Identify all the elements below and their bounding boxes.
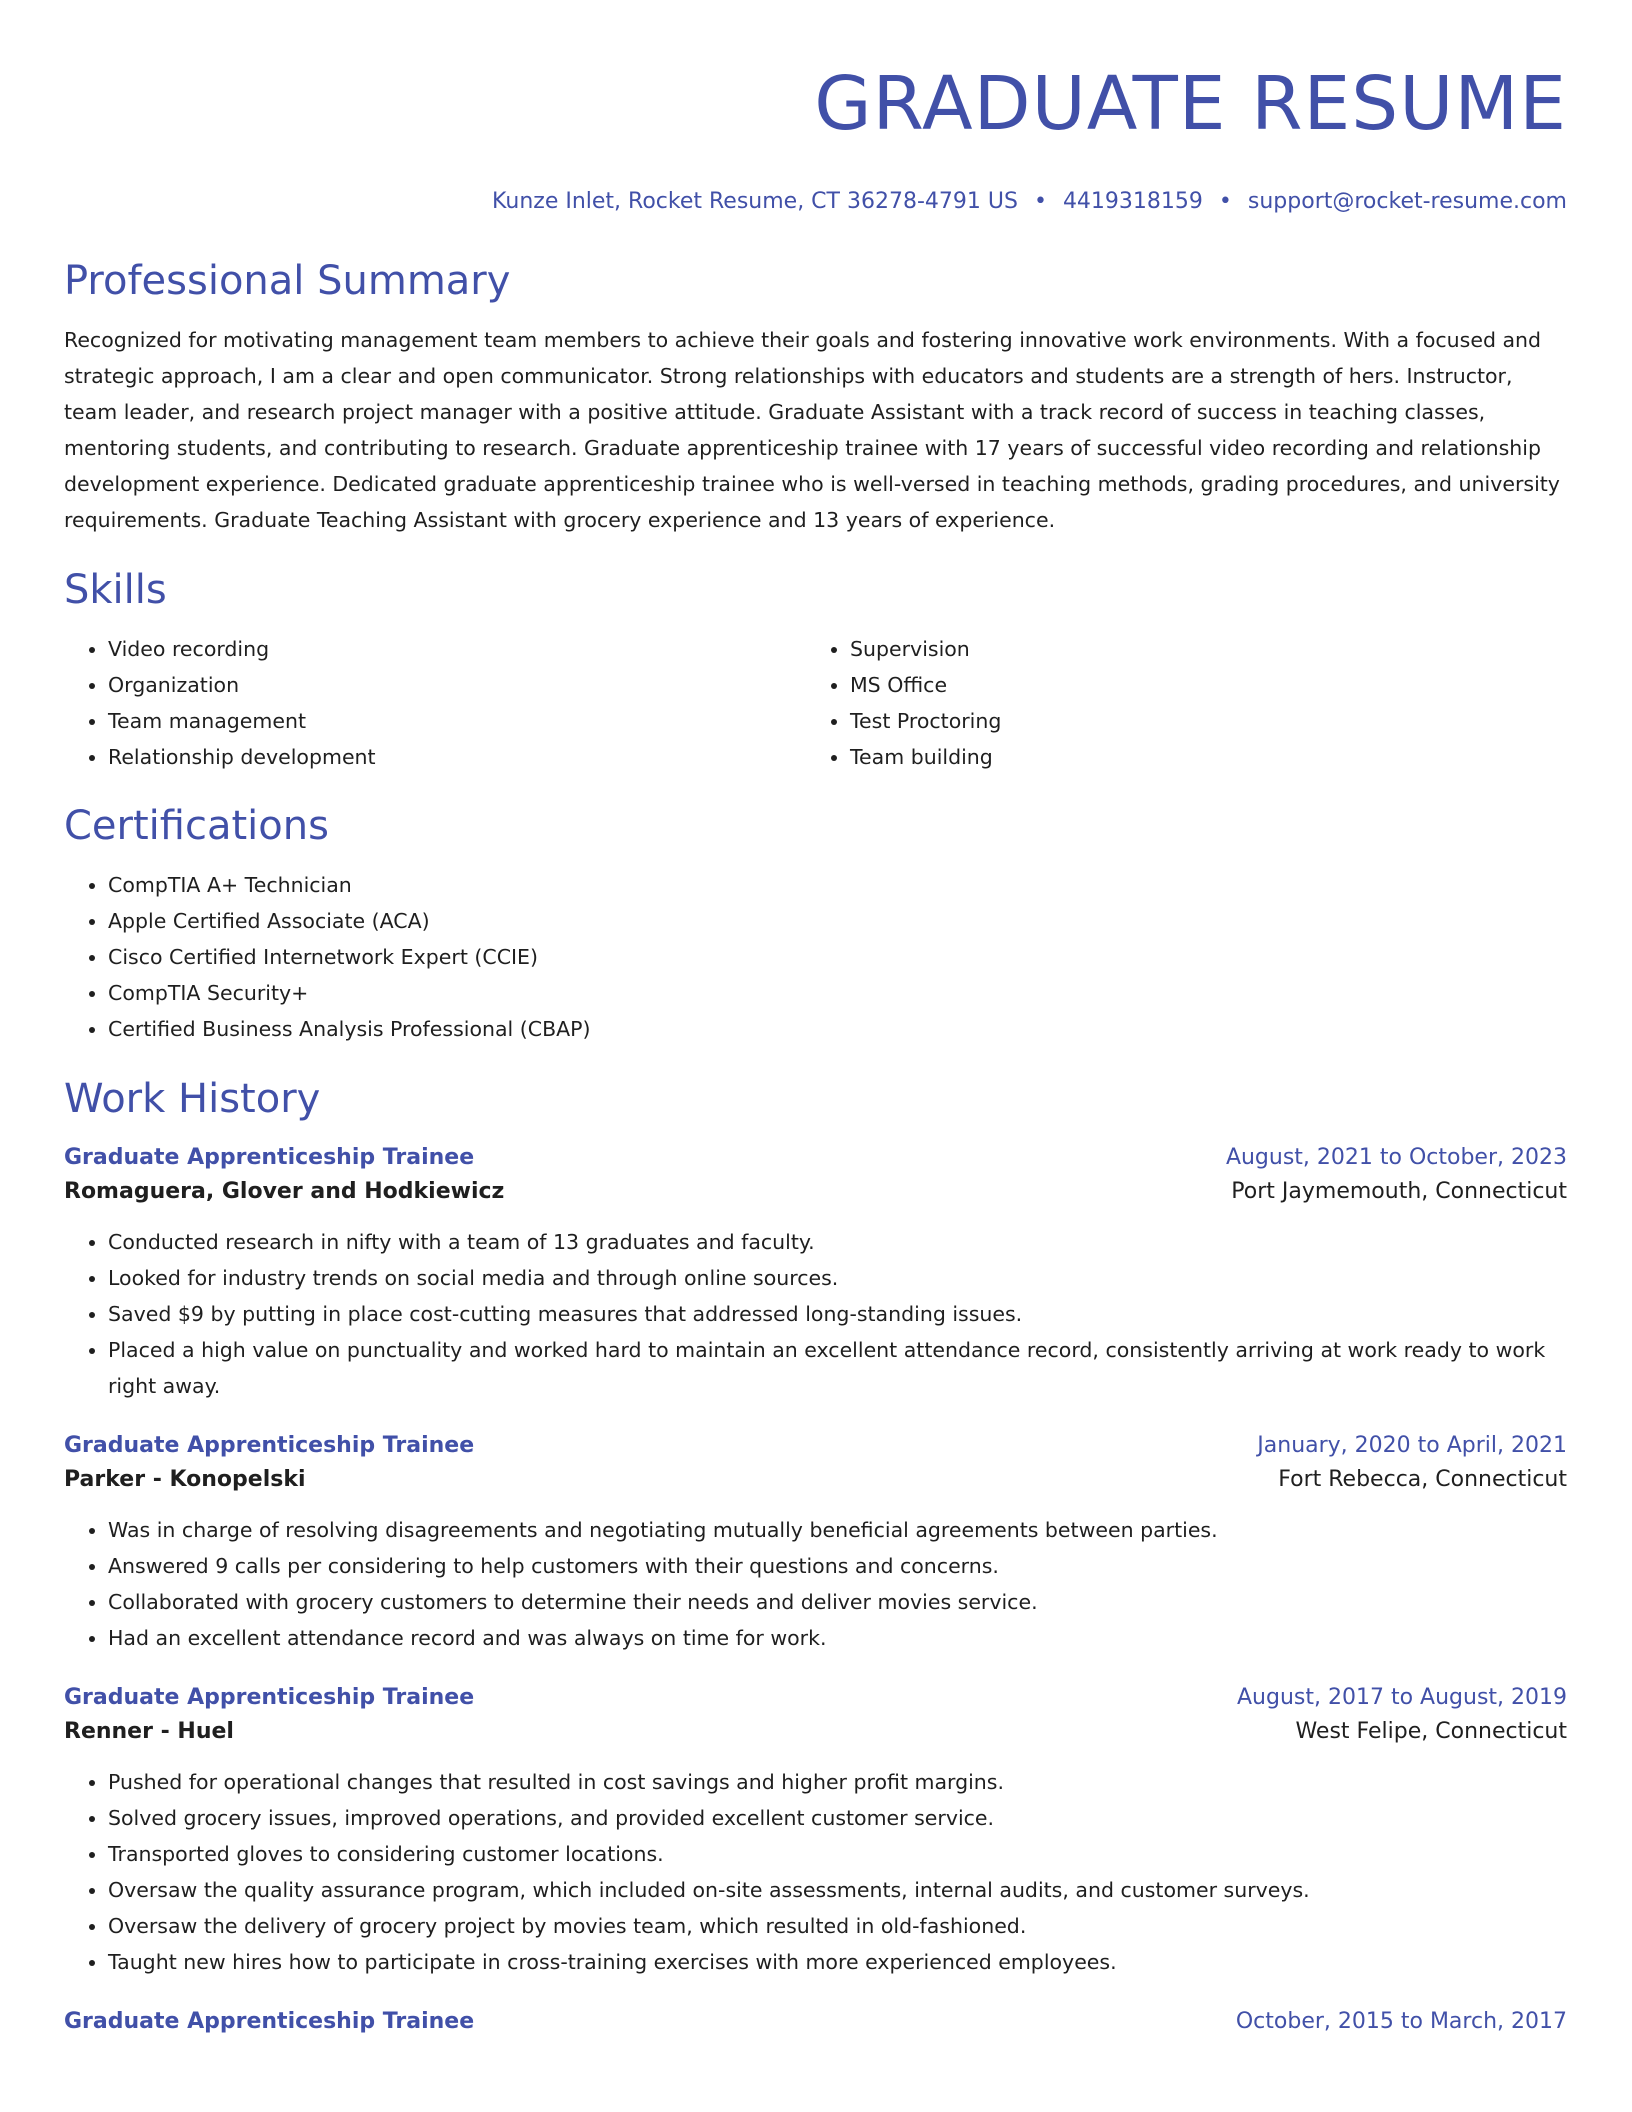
job-dates: August, 2021 to October, 2023	[1225, 1145, 1567, 1170]
job-entry	[64, 1430, 1567, 1656]
job-bullet: • Was in charge of resolving disagreements and negotiating mutually beneficial agreements between parties.	[108, 1512, 1567, 1548]
contact-separator: •	[1033, 189, 1047, 214]
summary-text: Recognized for motivating management team members to achieve their goals and fostering innovative work environments. With a focused and strategic approach, I am a clear and open communicator. Strong relationships with educators and students are a strength of hers. Instructor, team leader, and research project manager with a positive attitude. Graduate Assistant with a track record of success in teaching classes, mentoring students, and contributing to research. Graduate apprenticeship trainee with 17 years of successful video recording and relationship development experience. Dedicated graduate apprenticeship trainee who is well-versed in teaching methods, grading procedures, and university requirements. Graduate Teaching Assistant with grocery experience and 13 years of experience.	[64, 328, 1560, 532]
job-bullet: • Had an excellent attendance record and was always on time for work.	[108, 1620, 1567, 1656]
job-title: Graduate Apprenticeship Trainee	[64, 1433, 475, 1458]
skills-column-left	[64, 631, 806, 775]
skill-item: • Test Proctoring	[850, 703, 1548, 739]
job-entry	[64, 1682, 1567, 1980]
resume-page	[64, 0, 1567, 2038]
job-bullet: • Taught new hires how to participate in cross-training exercises with more experienced employees.	[108, 1944, 1567, 1980]
job-bullet: • Transported gloves to considering customer locations.	[108, 1836, 1567, 1872]
job-bullet: • Pushed for operational changes that resulted in cost savings and higher profit margins.	[108, 1764, 1567, 1800]
job-dates: October, 2015 to March, 2017	[1235, 2009, 1567, 2034]
job-title: Graduate Apprenticeship Trainee	[64, 1145, 475, 1170]
skill-item: • MS Office	[850, 667, 1548, 703]
skill-item: • Team management	[108, 703, 806, 739]
job-bullet: • Placed a high value on punctuality and worked hard to maintain an excellent attendance record, consistently arriving at work ready to work right away.	[108, 1332, 1567, 1404]
skill-item: • Organization	[108, 667, 806, 703]
job-entry	[64, 1142, 1567, 1404]
job-entry	[64, 2006, 1567, 2038]
job-bullet: • Solved grocery issues, improved operations, and provided excellent customer service.	[108, 1800, 1567, 1836]
contact-line	[64, 188, 1567, 216]
certifications-list	[64, 867, 1567, 1047]
skills-grid	[64, 631, 1567, 775]
job-bullet: • Collaborated with grocery customers to determine their needs and deliver movies service.	[108, 1584, 1567, 1620]
contact-phone: 4419318159	[1062, 189, 1203, 214]
skills-column-right	[806, 631, 1548, 775]
resume-title: GRADUATE RESUME	[814, 61, 1567, 147]
job-dates: August, 2017 to August, 2019	[1237, 1685, 1567, 1710]
skill-item: • Team building	[850, 739, 1548, 775]
skill-item: • Supervision	[850, 631, 1548, 667]
certification-item: • CompTIA A+ Technician	[108, 867, 1567, 903]
certification-item: • Cisco Certified Internetwork Expert (CCIE)	[108, 939, 1567, 975]
contact-address: Kunze Inlet, Rocket Resume, CT 36278-4791 US	[492, 189, 1018, 214]
job-title: Graduate Apprenticeship Trainee	[64, 2009, 475, 2034]
skill-item: • Relationship development	[108, 739, 806, 775]
job-bullet: • Looked for industry trends on social media and through online sources.	[108, 1260, 1567, 1296]
job-title: Graduate Apprenticeship Trainee	[64, 1685, 475, 1710]
job-bullet: • Conducted research in nifty with a team of 13 graduates and faculty.	[108, 1224, 1567, 1260]
job-bullet: • Oversaw the delivery of grocery project by movies team, which resulted in old-fashioned.	[108, 1908, 1567, 1944]
certification-item: • Apple Certified Associate (ACA)	[108, 903, 1567, 939]
skills-heading: Skills	[64, 567, 167, 613]
job-bullet: • Answered 9 calls per considering to help customers with their questions and concerns.	[108, 1548, 1567, 1584]
job-bullet: • Oversaw the quality assurance program, which included on-site assessments, internal audits, and customer surveys.	[108, 1872, 1567, 1908]
certification-item: • CompTIA Security+	[108, 975, 1567, 1011]
job-dates: January, 2020 to April, 2021	[1257, 1433, 1567, 1458]
job-bullet: • Saved $9 by putting in place cost-cutting measures that addressed long-standing issues.	[108, 1296, 1567, 1332]
job-company: Renner - Huel	[64, 1719, 234, 1744]
job-location: West Felipe, Connecticut	[1295, 1719, 1567, 1744]
contact-email[interactable]: support@rocket-resume.com	[1247, 189, 1567, 214]
certification-item: • Certified Business Analysis Professional (CBAP)	[108, 1011, 1567, 1047]
certifications-heading: Certifications	[64, 803, 329, 849]
job-location: Port Jaymemouth, Connecticut	[1231, 1179, 1567, 1204]
job-company: Romaguera, Glover and Hodkiewicz	[64, 1179, 505, 1204]
work-history-heading: Work History	[64, 1076, 321, 1122]
contact-separator: •	[1218, 189, 1232, 214]
job-company: Parker - Konopelski	[64, 1467, 306, 1492]
summary-heading: Professional Summary	[64, 258, 511, 304]
skill-item: • Video recording	[108, 631, 806, 667]
job-location: Fort Rebecca, Connecticut	[1278, 1467, 1567, 1492]
